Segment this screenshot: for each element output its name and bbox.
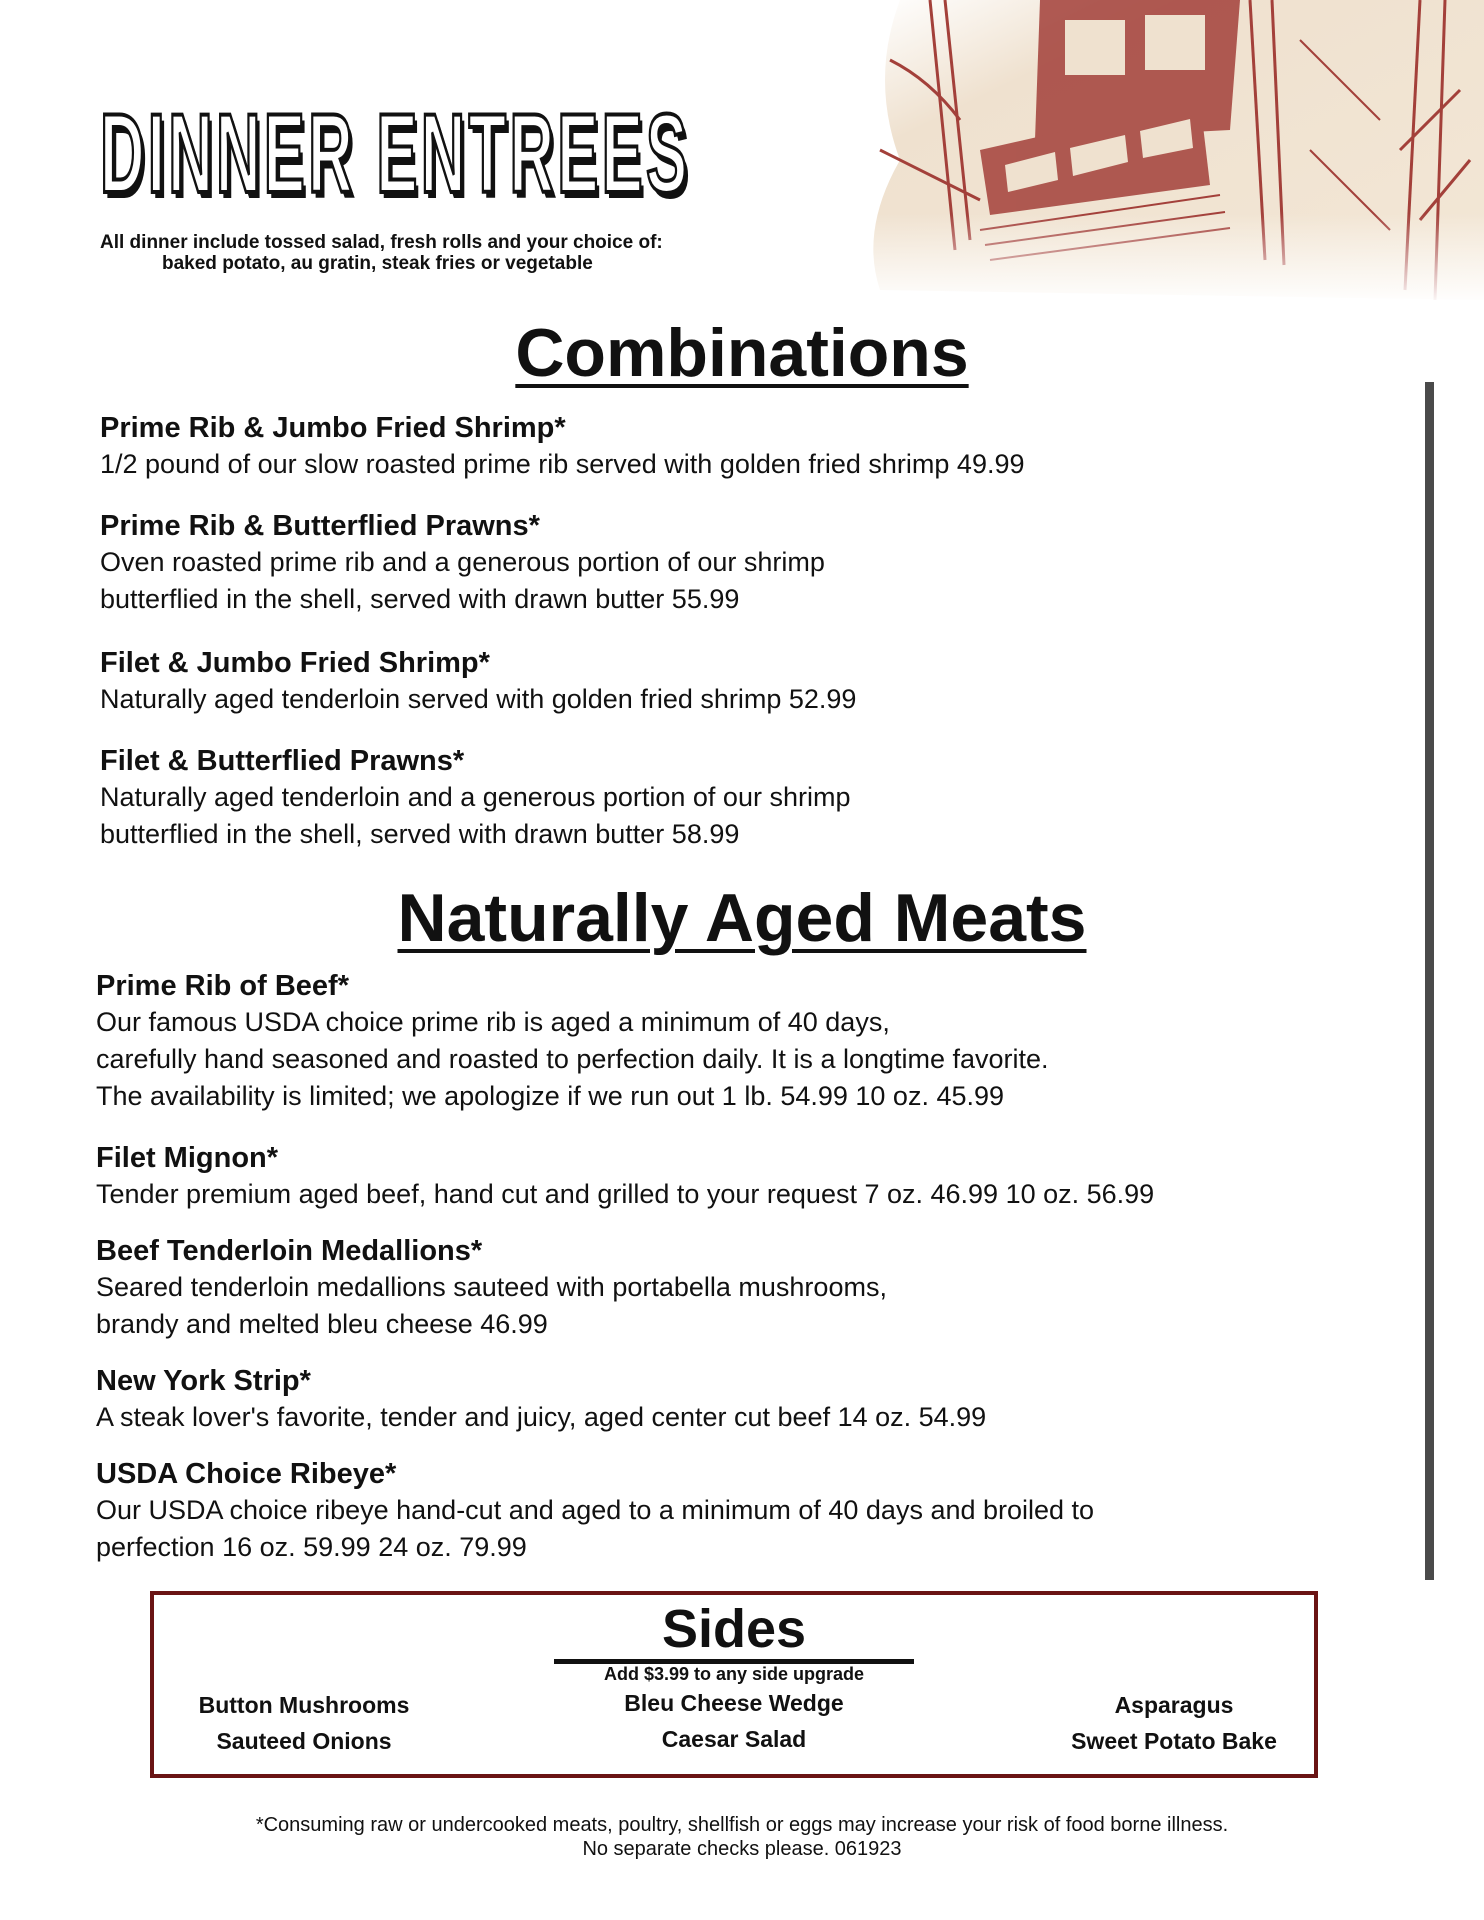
menu-item	[96, 1363, 1276, 1436]
item-name: New York Strip*	[96, 1365, 311, 1397]
combinations-heading: Combinations	[515, 315, 969, 391]
side-item: Sweet Potato Bake	[1071, 1728, 1277, 1754]
item-desc: carefully hand seasoned and roasted to perfection daily. It is a longtime favorite.	[96, 1044, 1049, 1074]
item-name: Filet & Jumbo Fried Shrimp*	[100, 647, 490, 679]
item-name: Beef Tenderloin Medallions*	[96, 1235, 483, 1267]
sides-note: Add $3.99 to any side upgrade	[603, 1664, 865, 1684]
menu-item	[100, 743, 1280, 853]
sides-column-left	[174, 1687, 434, 1759]
menu-item	[100, 508, 1280, 618]
footer-disclaimer	[0, 1813, 1484, 1861]
side-item: Caesar Salad	[661, 1726, 807, 1752]
checks-note: No separate checks please. 061923	[582, 1838, 902, 1860]
menu-item	[100, 410, 1280, 483]
item-name: Prime Rib of Beef*	[96, 970, 349, 1002]
menu-item	[96, 1140, 1276, 1213]
item-name: Filet Mignon*	[96, 1142, 279, 1174]
item-desc: Naturally aged tenderloin served with golden fried shrimp 52.99	[100, 684, 857, 714]
vertical-divider	[1425, 382, 1434, 1580]
meats-heading: Naturally Aged Meats	[397, 880, 1087, 956]
item-desc: The availability is limited; we apologize if we run out 1 lb. 54.99 10 oz. 45.99	[96, 1081, 1005, 1111]
sides-box	[150, 1591, 1318, 1778]
item-desc: Our USDA choice ribeye hand-cut and aged to a minimum of 40 days and broiled to	[96, 1495, 1095, 1525]
intro-line-1: All dinner include tossed salad, fresh rolls and your choice of:	[100, 232, 663, 253]
item-desc: brandy and melted bleu cheese 46.99	[96, 1309, 548, 1339]
item-desc: A steak lover's favorite, tender and juicy, aged center cut beef 14 oz. 54.99	[96, 1402, 987, 1432]
side-item: Bleu Cheese Wedge	[624, 1690, 844, 1716]
item-desc: butterflied in the shell, served with drawn butter 55.99	[100, 584, 740, 614]
item-desc: perfection 16 oz. 59.99 24 oz. 79.99	[96, 1532, 527, 1562]
item-desc: Seared tenderloin medallions sauteed with portabella mushrooms,	[96, 1272, 887, 1302]
intro-line-2: baked potato, au gratin, steak fries or vegetable	[162, 253, 593, 274]
intro-text	[100, 232, 760, 274]
item-desc: Naturally aged tenderloin and a generous portion of our shrimp	[100, 782, 851, 812]
lodge-illustration	[860, 0, 1484, 305]
item-desc: Our famous USDA choice prime rib is aged a minimum of 40 days,	[96, 1007, 890, 1037]
menu-item	[100, 645, 1280, 718]
item-desc: Tender premium aged beef, hand cut and grilled to your request 7 oz. 46.99 10 oz. 56.99	[96, 1179, 1155, 1209]
menu-item	[96, 968, 1276, 1115]
lodge-drawing	[860, 0, 1484, 305]
sides-column-middle	[574, 1685, 894, 1757]
menu-item	[96, 1456, 1276, 1566]
item-name: Filet & Butterflied Prawns*	[100, 745, 465, 777]
item-desc: Oven roasted prime rib and a generous portion of our shrimp	[100, 547, 825, 577]
item-desc: 1/2 pound of our slow roasted prime rib served with golden fried shrimp 49.99	[100, 449, 1025, 479]
side-item: Asparagus	[1114, 1692, 1234, 1718]
item-name: Prime Rib & Butterflied Prawns*	[100, 510, 540, 542]
page-title: DINNER ENTREES	[100, 91, 691, 216]
sides-title: Sides	[661, 1599, 807, 1659]
item-name: Prime Rib & Jumbo Fried Shrimp*	[100, 412, 566, 444]
disclaimer-line: *Consuming raw or undercooked meats, poultry, shellfish or eggs may increase your risk of food borne illness.	[255, 1814, 1229, 1836]
sides-column-right	[1034, 1687, 1314, 1759]
side-item: Sauteed Onions	[216, 1728, 392, 1754]
item-desc: butterflied in the shell, served with drawn butter 58.99	[100, 819, 740, 849]
side-item: Button Mushrooms	[198, 1692, 410, 1718]
menu-item	[96, 1233, 1276, 1343]
item-name: USDA Choice Ribeye*	[96, 1458, 397, 1490]
